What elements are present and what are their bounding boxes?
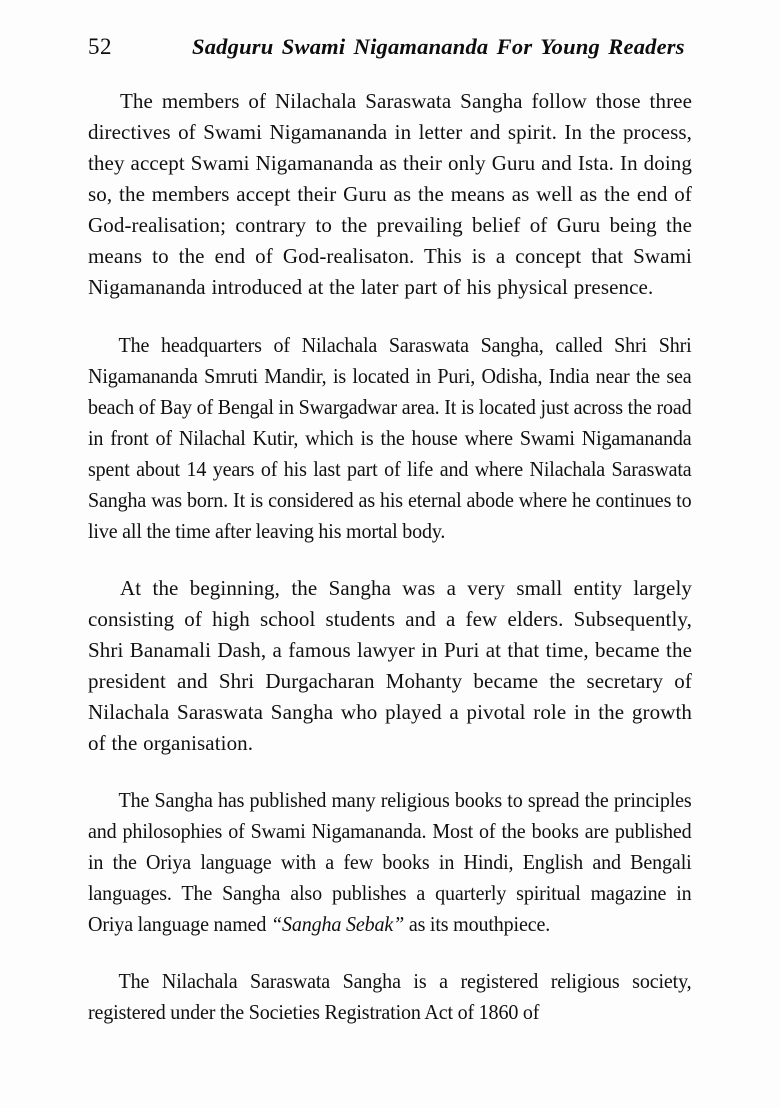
paragraph-4 — [88, 785, 692, 940]
running-head — [88, 34, 692, 64]
body-text-column — [88, 86, 692, 1028]
paragraph-5: The Nilachala Saraswata Sangha is a registered religious society, registered under the Societies Registration Act of 1860 of — [88, 969, 692, 1024]
paragraph-4-lead: The Sangha has published many religious books to spread the principles and philosophies of Swami Nigamananda. Most of the books are published in the Oriya language with a few books in Hindi, English and Bengali languages. The Sangha also publishes a quarterly spiritual magazine in Oriya language named — [88, 788, 692, 936]
paragraph-4-tail: as its mouthpiece. — [404, 912, 551, 936]
paragraph-3: At the beginning, the Sangha was a very small entity largely consisting of high school students and a few elders. Subsequently, Shri Banamali Dash, a famous lawyer in Puri at that time, became the president and Shri Durgacharan Mohanty became the secretary of Nilachala Saraswata Sangha who played a pivotal role in the growth of the organisation. — [88, 576, 692, 755]
magazine-title: “Sangha Sebak” — [270, 912, 405, 936]
running-title: Sadguru Swami Nigamananda For Young Readers — [192, 34, 685, 59]
paragraph-1: The members of Nilachala Saraswata Sangha follow those three directives of Swami Nigamananda in letter and spirit. In the process, they accept Swami Nigamananda as their only Guru and Ista. In doing so, the members accept their Guru as the means as well as the end of God-realisation; contrary to the prevailing belief of Guru being the means to the end of God-realisaton. This is a concept that Swami Nigamananda introduced at the later part of his physical presence. — [88, 89, 692, 299]
paragraph-2: The headquarters of Nilachala Saraswata Sangha, called Shri Shri Nigamananda Smruti Mandir, is located in Puri, Odisha, India near the sea beach of Bay of Bengal in Swargadwar area. It is located just across the road in front of Nilachal Kutir, which is the house where Swami Nigamananda spent about 14 years of his last part of life and where Nilachala Saraswata Sangha was born. It is considered as his eternal abode where he continues to live all the time after leaving his mortal body. — [88, 333, 692, 543]
page-number: 52 — [88, 34, 112, 59]
